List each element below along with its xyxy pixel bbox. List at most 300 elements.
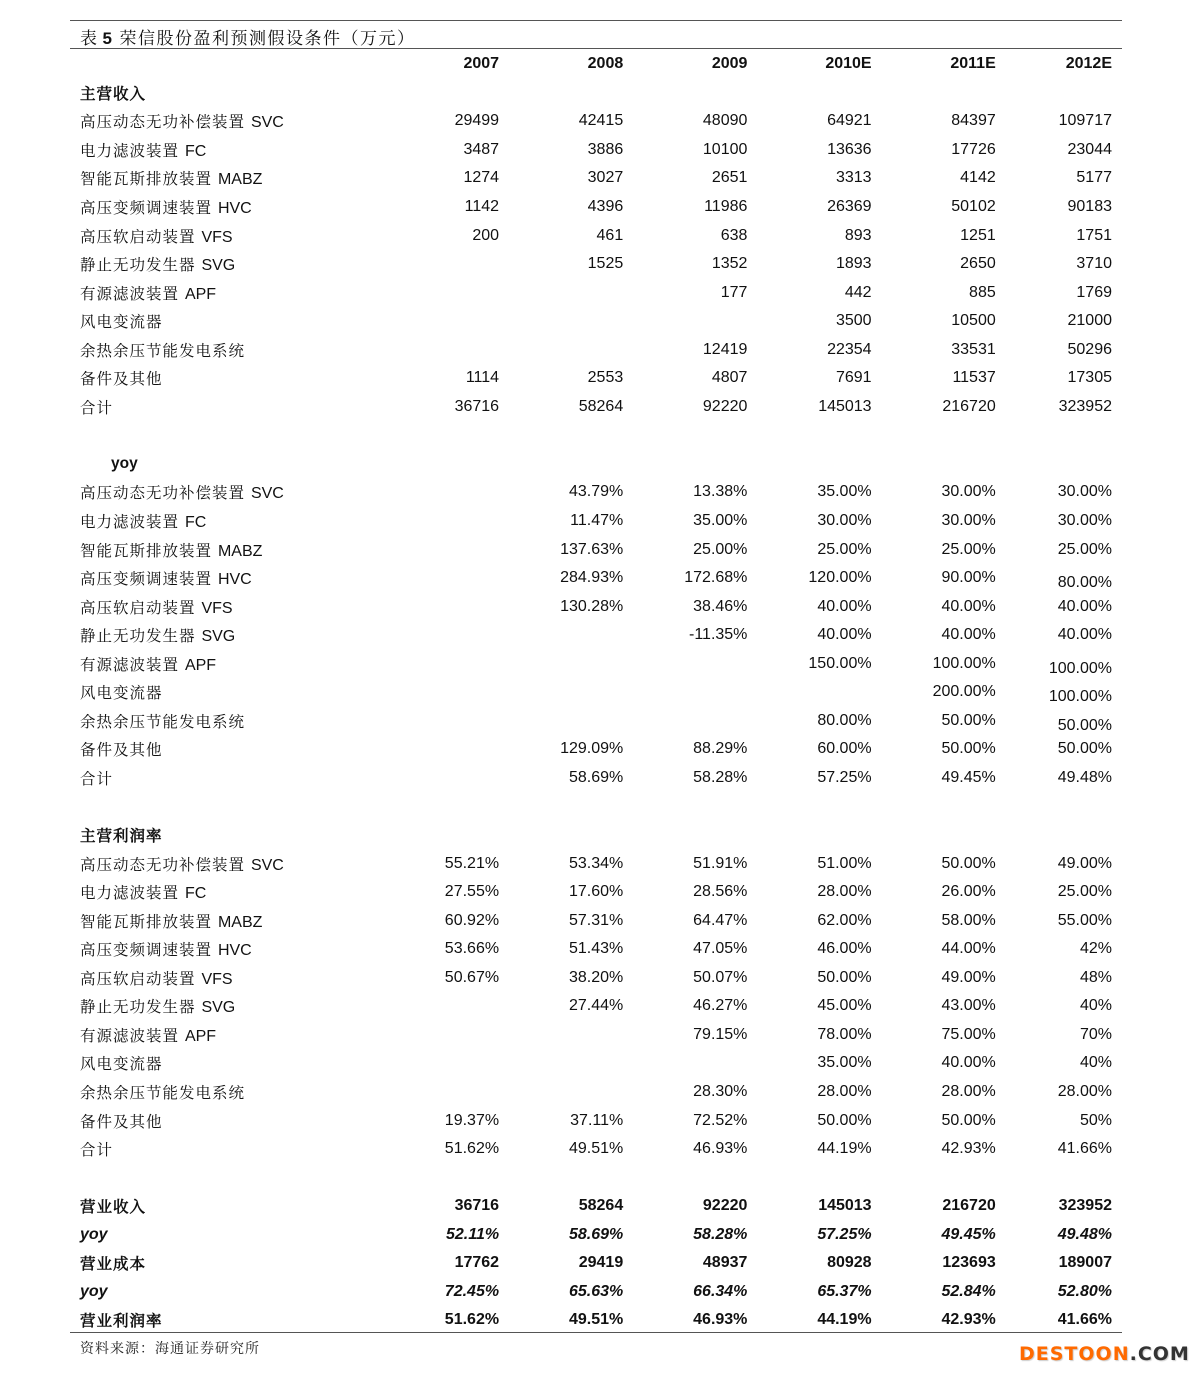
- cell-value: 137.63%: [560, 540, 624, 558]
- cell-value: 1525: [587, 255, 624, 273]
- cell-value: 50.07%: [693, 968, 748, 986]
- table-row: [70, 393, 1122, 422]
- cell-value: 40.00%: [1057, 626, 1112, 644]
- cell-2007: [375, 935, 499, 964]
- cell-value: 49.51%: [568, 1140, 624, 1158]
- cell-2009: [623, 250, 747, 279]
- cell-value: 4396: [587, 198, 624, 215]
- cell-2011E: [872, 992, 996, 1021]
- cell-value: 64.47%: [693, 911, 748, 929]
- cell-2008: [499, 107, 623, 136]
- cell-value: 40.00%: [1057, 597, 1112, 615]
- cell-2010E: [747, 278, 871, 307]
- cell-value: 30.00%: [1057, 483, 1112, 501]
- cell-value: 50.00%: [817, 968, 872, 986]
- row-label-en: FC: [184, 885, 207, 903]
- cell-2012E: [996, 849, 1122, 878]
- cell-value: 28.00%: [941, 1082, 996, 1100]
- row-label: [70, 136, 375, 165]
- cell-2007: [375, 307, 499, 336]
- cell-2007: [375, 1192, 499, 1221]
- cell-value: 4142: [960, 169, 996, 187]
- table-row: [70, 507, 1122, 536]
- cell-2012E: [996, 307, 1122, 336]
- cell-2011E: [872, 878, 996, 907]
- row-label-en: SVG: [201, 257, 236, 275]
- row-label-cn: 有源滤波装置: [80, 284, 180, 303]
- cell-value: 442: [844, 283, 872, 301]
- cell-2009: [623, 735, 747, 764]
- cell-value: 50.00%: [941, 740, 996, 758]
- row-label-cn: 高压变频调速装置: [80, 941, 213, 960]
- cell-2008: [499, 393, 623, 422]
- cell-2010E: [747, 992, 871, 1021]
- row-label-en: HVC: [217, 942, 252, 960]
- cell-2008: [499, 621, 623, 650]
- cell-value: 2651: [711, 169, 748, 187]
- cell-value: 47.05%: [693, 940, 748, 958]
- cell-2009: [623, 364, 747, 393]
- row-label-cn: 智能瓦斯排放装置: [80, 912, 213, 931]
- cell-2010E: [747, 678, 871, 707]
- cell-value: 11537: [952, 369, 996, 387]
- cell-value: 25.00%: [817, 540, 872, 558]
- cell-2012E: [996, 478, 1122, 507]
- cell-value: 46.00%: [817, 940, 872, 958]
- cell-2011E: [872, 764, 996, 793]
- table-row: [70, 1049, 1122, 1078]
- cell-value: 13.38%: [693, 483, 748, 501]
- cell-2009: [623, 507, 747, 536]
- row-label-en: HVC: [217, 200, 252, 217]
- cell-value: 2650: [960, 255, 996, 273]
- cell-2011E: [872, 1249, 996, 1278]
- cell-2012E: [996, 1049, 1122, 1078]
- row-label-cn: 余热余压节能发电系统: [80, 341, 246, 360]
- cell-2009: [623, 307, 747, 336]
- cell-2007: [375, 592, 499, 621]
- summary-label: yoy: [80, 1225, 108, 1243]
- summary-row: [70, 1249, 1122, 1278]
- cell-2011E: [872, 906, 996, 935]
- cell-value: 44.00%: [941, 940, 996, 958]
- row-label-cn: 静止无功发生器: [80, 998, 196, 1017]
- row-label-cn: 有源滤波装置: [80, 1026, 180, 1045]
- table-row: [70, 535, 1122, 564]
- row-label: [70, 935, 375, 964]
- cell-2012E: [996, 1106, 1122, 1135]
- row-label: [70, 678, 375, 707]
- row-label: [70, 393, 375, 422]
- row-label-cn: 合计: [80, 769, 114, 788]
- cell-2012E: [996, 707, 1122, 736]
- cell-2012E: [996, 250, 1122, 279]
- cell-value: 145013: [818, 1197, 872, 1215]
- cell-2012E: [996, 649, 1122, 678]
- cell-2010E: [747, 621, 871, 650]
- cell-2008: [499, 1135, 623, 1164]
- cell-value: 3500: [835, 312, 872, 330]
- cell-2011E: [872, 1306, 996, 1335]
- cell-2009: [623, 221, 747, 250]
- cell-value: 40.00%: [817, 597, 872, 615]
- forecast-table: [70, 50, 1122, 1335]
- cell-value: 66.34%: [693, 1282, 748, 1300]
- cell-value: 3313: [835, 169, 872, 187]
- cell-2010E: [747, 735, 871, 764]
- row-label-cn: 电力滤波装置: [80, 141, 180, 160]
- cell-value: 50.00%: [1057, 716, 1112, 734]
- cell-2009: [623, 164, 747, 193]
- cell-2011E: [872, 193, 996, 222]
- cell-value: 41.66%: [1057, 1140, 1112, 1158]
- cell-2010E: [747, 964, 871, 993]
- cell-2008: [499, 535, 623, 564]
- row-label: [70, 1078, 375, 1107]
- cell-value: 130.28%: [560, 597, 624, 615]
- cell-value: 49.45%: [941, 1225, 996, 1243]
- row-label-cn: 高压变频调速装置: [80, 199, 213, 217]
- cell-2008: [499, 649, 623, 678]
- cell-2007: [375, 136, 499, 165]
- row-label-en: SVC: [250, 114, 284, 132]
- cell-2011E: [872, 964, 996, 993]
- cell-value: 25.00%: [693, 540, 748, 558]
- table-row: [70, 707, 1122, 736]
- table-row: [70, 992, 1122, 1021]
- cell-2009: [623, 621, 747, 650]
- cell-2008: [499, 478, 623, 507]
- cell-2007: [375, 364, 499, 393]
- cell-value: 78.00%: [817, 1025, 872, 1043]
- row-label-cn: 高压软启动装置: [80, 227, 196, 246]
- cell-value: 51.62%: [444, 1311, 500, 1329]
- cell-2008: [499, 221, 623, 250]
- cell-value: 27.55%: [444, 883, 500, 901]
- cell-value: 461: [596, 226, 624, 244]
- cell-2011E: [872, 735, 996, 764]
- cell-value: 57.25%: [817, 768, 872, 786]
- title-text: 荣信股份盈利预测假设条件（万元）: [119, 29, 416, 49]
- table-row: [70, 307, 1122, 336]
- cell-2008: [499, 1021, 623, 1050]
- cell-2011E: [872, 1049, 996, 1078]
- cell-2007: [375, 478, 499, 507]
- cell-value: 30.00%: [1057, 512, 1112, 530]
- cell-value: 21000: [1067, 312, 1112, 330]
- cell-value: 26369: [827, 198, 872, 215]
- cell-2009: [623, 1249, 747, 1278]
- cell-2012E: [996, 735, 1122, 764]
- cell-2008: [499, 364, 623, 393]
- row-label: [70, 193, 375, 222]
- summary-row: [70, 1306, 1122, 1335]
- cell-2008: [499, 1306, 623, 1335]
- watermark-part1: DESTOON: [1019, 1343, 1130, 1365]
- cell-value: 38.20%: [568, 968, 624, 986]
- summary-label: 营业成本: [80, 1254, 147, 1274]
- cell-value: 19.37%: [444, 1111, 500, 1129]
- cell-2012E: [996, 193, 1122, 222]
- table-row: [70, 906, 1122, 935]
- summary-label: 营业利润率: [80, 1311, 163, 1331]
- cell-value: 145013: [818, 397, 872, 415]
- summary-row: [70, 1278, 1122, 1307]
- row-label-en: FC: [184, 142, 207, 160]
- cell-2009: [623, 764, 747, 793]
- cell-value: 1114: [465, 369, 500, 387]
- column-header: 2009: [711, 55, 748, 73]
- cell-value: 28.56%: [693, 883, 748, 901]
- cell-2011E: [872, 364, 996, 393]
- table-row: [70, 649, 1122, 678]
- header-rule: [70, 48, 1122, 49]
- spacer-cell: [70, 792, 1122, 821]
- cell-2008: [499, 164, 623, 193]
- cell-2012E: [996, 364, 1122, 393]
- cell-2010E: [747, 1306, 871, 1335]
- cell-2012E: [996, 1306, 1122, 1335]
- cell-2007: [375, 278, 499, 307]
- row-label-cn: 高压软启动装置: [80, 598, 196, 617]
- cell-2007: [375, 621, 499, 650]
- cell-2008: [499, 1249, 623, 1278]
- cell-value: 30.00%: [941, 483, 996, 501]
- cell-2007: [375, 1078, 499, 1107]
- cell-2012E: [996, 878, 1122, 907]
- cell-2011E: [872, 1106, 996, 1135]
- cell-value: 1142: [464, 198, 500, 215]
- cell-2008: [499, 1278, 623, 1307]
- cell-2009: [623, 1078, 747, 1107]
- cell-value: 49.00%: [941, 968, 996, 986]
- cell-2012E: [996, 1021, 1122, 1050]
- cell-value: 885: [969, 283, 996, 301]
- cell-2010E: [747, 935, 871, 964]
- cell-value: 50.00%: [1057, 740, 1112, 758]
- cell-2011E: [872, 649, 996, 678]
- cell-2007: [375, 1106, 499, 1135]
- section-revenue: [70, 79, 1122, 108]
- cell-value: 50.00%: [941, 854, 996, 872]
- cell-2007: [375, 193, 499, 222]
- cell-2012E: [996, 621, 1122, 650]
- cell-value: 3027: [587, 169, 624, 187]
- table-row: [70, 478, 1122, 507]
- cell-value: 40.00%: [941, 626, 996, 644]
- cell-2010E: [747, 1192, 871, 1221]
- cell-value: 55.00%: [1057, 911, 1112, 929]
- cell-value: 49.48%: [1057, 1225, 1112, 1243]
- cell-2009: [623, 1106, 747, 1135]
- cell-2012E: [996, 1192, 1122, 1221]
- cell-2009: [623, 1021, 747, 1050]
- row-label-en: HVC: [217, 571, 252, 589]
- cell-2012E: [996, 678, 1122, 707]
- cell-value: 49.45%: [941, 768, 996, 786]
- cell-2012E: [996, 1078, 1122, 1107]
- cell-2008: [499, 1106, 623, 1135]
- cell-2007: [375, 735, 499, 764]
- cell-2011E: [872, 1220, 996, 1249]
- cell-2007: [375, 764, 499, 793]
- header-blank: [70, 50, 375, 79]
- cell-2012E: [996, 221, 1122, 250]
- cell-2011E: [872, 849, 996, 878]
- cell-2008: [499, 678, 623, 707]
- cell-2012E: [996, 335, 1122, 364]
- row-label-en: MABZ: [217, 913, 263, 931]
- cell-value: 57.25%: [817, 1225, 872, 1243]
- row-label: [70, 535, 375, 564]
- cell-2010E: [747, 764, 871, 793]
- cell-2012E: [996, 935, 1122, 964]
- cell-value: 53.66%: [444, 940, 500, 958]
- cell-2011E: [872, 592, 996, 621]
- spacer-cell: [70, 421, 1122, 450]
- cell-value: 284.93%: [560, 569, 624, 587]
- cell-2007: [375, 507, 499, 536]
- cell-2007: [375, 535, 499, 564]
- row-label-en: APF: [184, 1027, 217, 1045]
- cell-2010E: [747, 1249, 871, 1278]
- section-heading: 主营收入: [80, 83, 147, 103]
- source-note: 资料来源：海通证券研究所: [80, 1341, 260, 1357]
- cell-value: 58.28%: [693, 768, 748, 786]
- cell-value: 50.00%: [941, 711, 996, 729]
- cell-2009: [623, 992, 747, 1021]
- cell-2011E: [872, 221, 996, 250]
- row-label-en: FC: [184, 514, 207, 532]
- cell-value: 35.00%: [693, 512, 748, 530]
- table-body: [70, 79, 1122, 1335]
- cell-2007: [375, 878, 499, 907]
- table-row: [70, 364, 1122, 393]
- row-label: [70, 221, 375, 250]
- cell-2010E: [747, 250, 871, 279]
- cell-2011E: [872, 678, 996, 707]
- spacer-cell: [70, 1163, 1122, 1192]
- cell-2007: [375, 678, 499, 707]
- cell-value: 92220: [702, 1197, 748, 1215]
- row-label: [70, 735, 375, 764]
- summary-label: 营业收入: [80, 1197, 147, 1217]
- cell-2010E: [747, 1106, 871, 1135]
- row-label-en: SVG: [201, 999, 236, 1017]
- cell-2008: [499, 307, 623, 336]
- cell-2011E: [872, 564, 996, 593]
- cell-2010E: [747, 849, 871, 878]
- cell-value: 70%: [1079, 1025, 1112, 1043]
- row-label: [70, 992, 375, 1021]
- cell-2011E: [872, 1192, 996, 1221]
- cell-value: 40%: [1079, 1054, 1112, 1072]
- cell-value: 80928: [827, 1254, 872, 1272]
- row-label-cn: 风电变流器: [80, 684, 163, 703]
- cell-value: 2553: [587, 369, 624, 387]
- cell-2012E: [996, 1220, 1122, 1249]
- cell-value: 62.00%: [817, 911, 872, 929]
- cell-2010E: [747, 393, 871, 422]
- row-label-cn: 备件及其他: [80, 370, 163, 389]
- bottom-rule: [70, 1332, 1122, 1333]
- row-label-cn: 风电变流器: [80, 1055, 163, 1074]
- row-label-cn: 智能瓦斯排放装置: [80, 541, 213, 560]
- table-row: [70, 878, 1122, 907]
- cell-2009: [623, 1135, 747, 1164]
- column-header: 2010E: [825, 55, 872, 73]
- cell-2007: [375, 393, 499, 422]
- summary-label: yoy: [80, 1282, 108, 1300]
- cell-2007: [375, 564, 499, 593]
- cell-value: 40.00%: [941, 1054, 996, 1072]
- table-row: [70, 164, 1122, 193]
- cell-2009: [623, 136, 747, 165]
- watermark-logo: [1019, 1343, 1190, 1365]
- cell-2009: [623, 964, 747, 993]
- cell-2012E: [996, 992, 1122, 1021]
- cell-value: 58.00%: [941, 911, 996, 929]
- table-row: [70, 1135, 1122, 1164]
- cell-value: 49.00%: [1057, 854, 1112, 872]
- cell-2009: [623, 478, 747, 507]
- cell-value: 80.00%: [1057, 574, 1112, 592]
- cell-2008: [499, 136, 623, 165]
- cell-2009: [623, 906, 747, 935]
- table-row: [70, 335, 1122, 364]
- cell-2011E: [872, 136, 996, 165]
- table-row: [70, 849, 1122, 878]
- table-row: [70, 250, 1122, 279]
- cell-2009: [623, 678, 747, 707]
- cell-value: 64921: [827, 112, 872, 130]
- cell-2007: [375, 1220, 499, 1249]
- cell-value: 50%: [1079, 1111, 1112, 1129]
- cell-2009: [623, 393, 747, 422]
- cell-value: 1769: [1076, 283, 1112, 301]
- row-label-cn: 高压动态无功补偿装置: [80, 855, 246, 874]
- cell-2008: [499, 764, 623, 793]
- cell-2012E: [996, 1135, 1122, 1164]
- cell-2008: [499, 992, 623, 1021]
- cell-2011E: [872, 1135, 996, 1164]
- row-label-en: MABZ: [217, 542, 263, 560]
- cell-2010E: [747, 364, 871, 393]
- cell-2011E: [872, 507, 996, 536]
- cell-value: 58.69%: [568, 1225, 624, 1243]
- table-row: [70, 136, 1122, 165]
- cell-2010E: [747, 335, 871, 364]
- cell-value: 29419: [578, 1254, 624, 1272]
- cell-2010E: [747, 193, 871, 222]
- column-header: 2012E: [1065, 55, 1112, 73]
- cell-2007: [375, 1049, 499, 1078]
- row-label-en: VFS: [201, 970, 233, 988]
- cell-2009: [623, 1278, 747, 1307]
- cell-2009: [623, 278, 747, 307]
- cell-value: 44.19%: [817, 1311, 872, 1329]
- cell-value: 200: [472, 226, 500, 244]
- row-label-en: APF: [184, 656, 217, 674]
- cell-value: 41.66%: [1057, 1311, 1112, 1329]
- row-label-en: APF: [184, 285, 217, 303]
- row-label: [70, 164, 375, 193]
- cell-2007: [375, 649, 499, 678]
- cell-value: 17762: [454, 1254, 500, 1272]
- cell-value: 80.00%: [817, 711, 872, 729]
- table-title: [80, 24, 415, 49]
- cell-value: 3710: [1076, 255, 1112, 273]
